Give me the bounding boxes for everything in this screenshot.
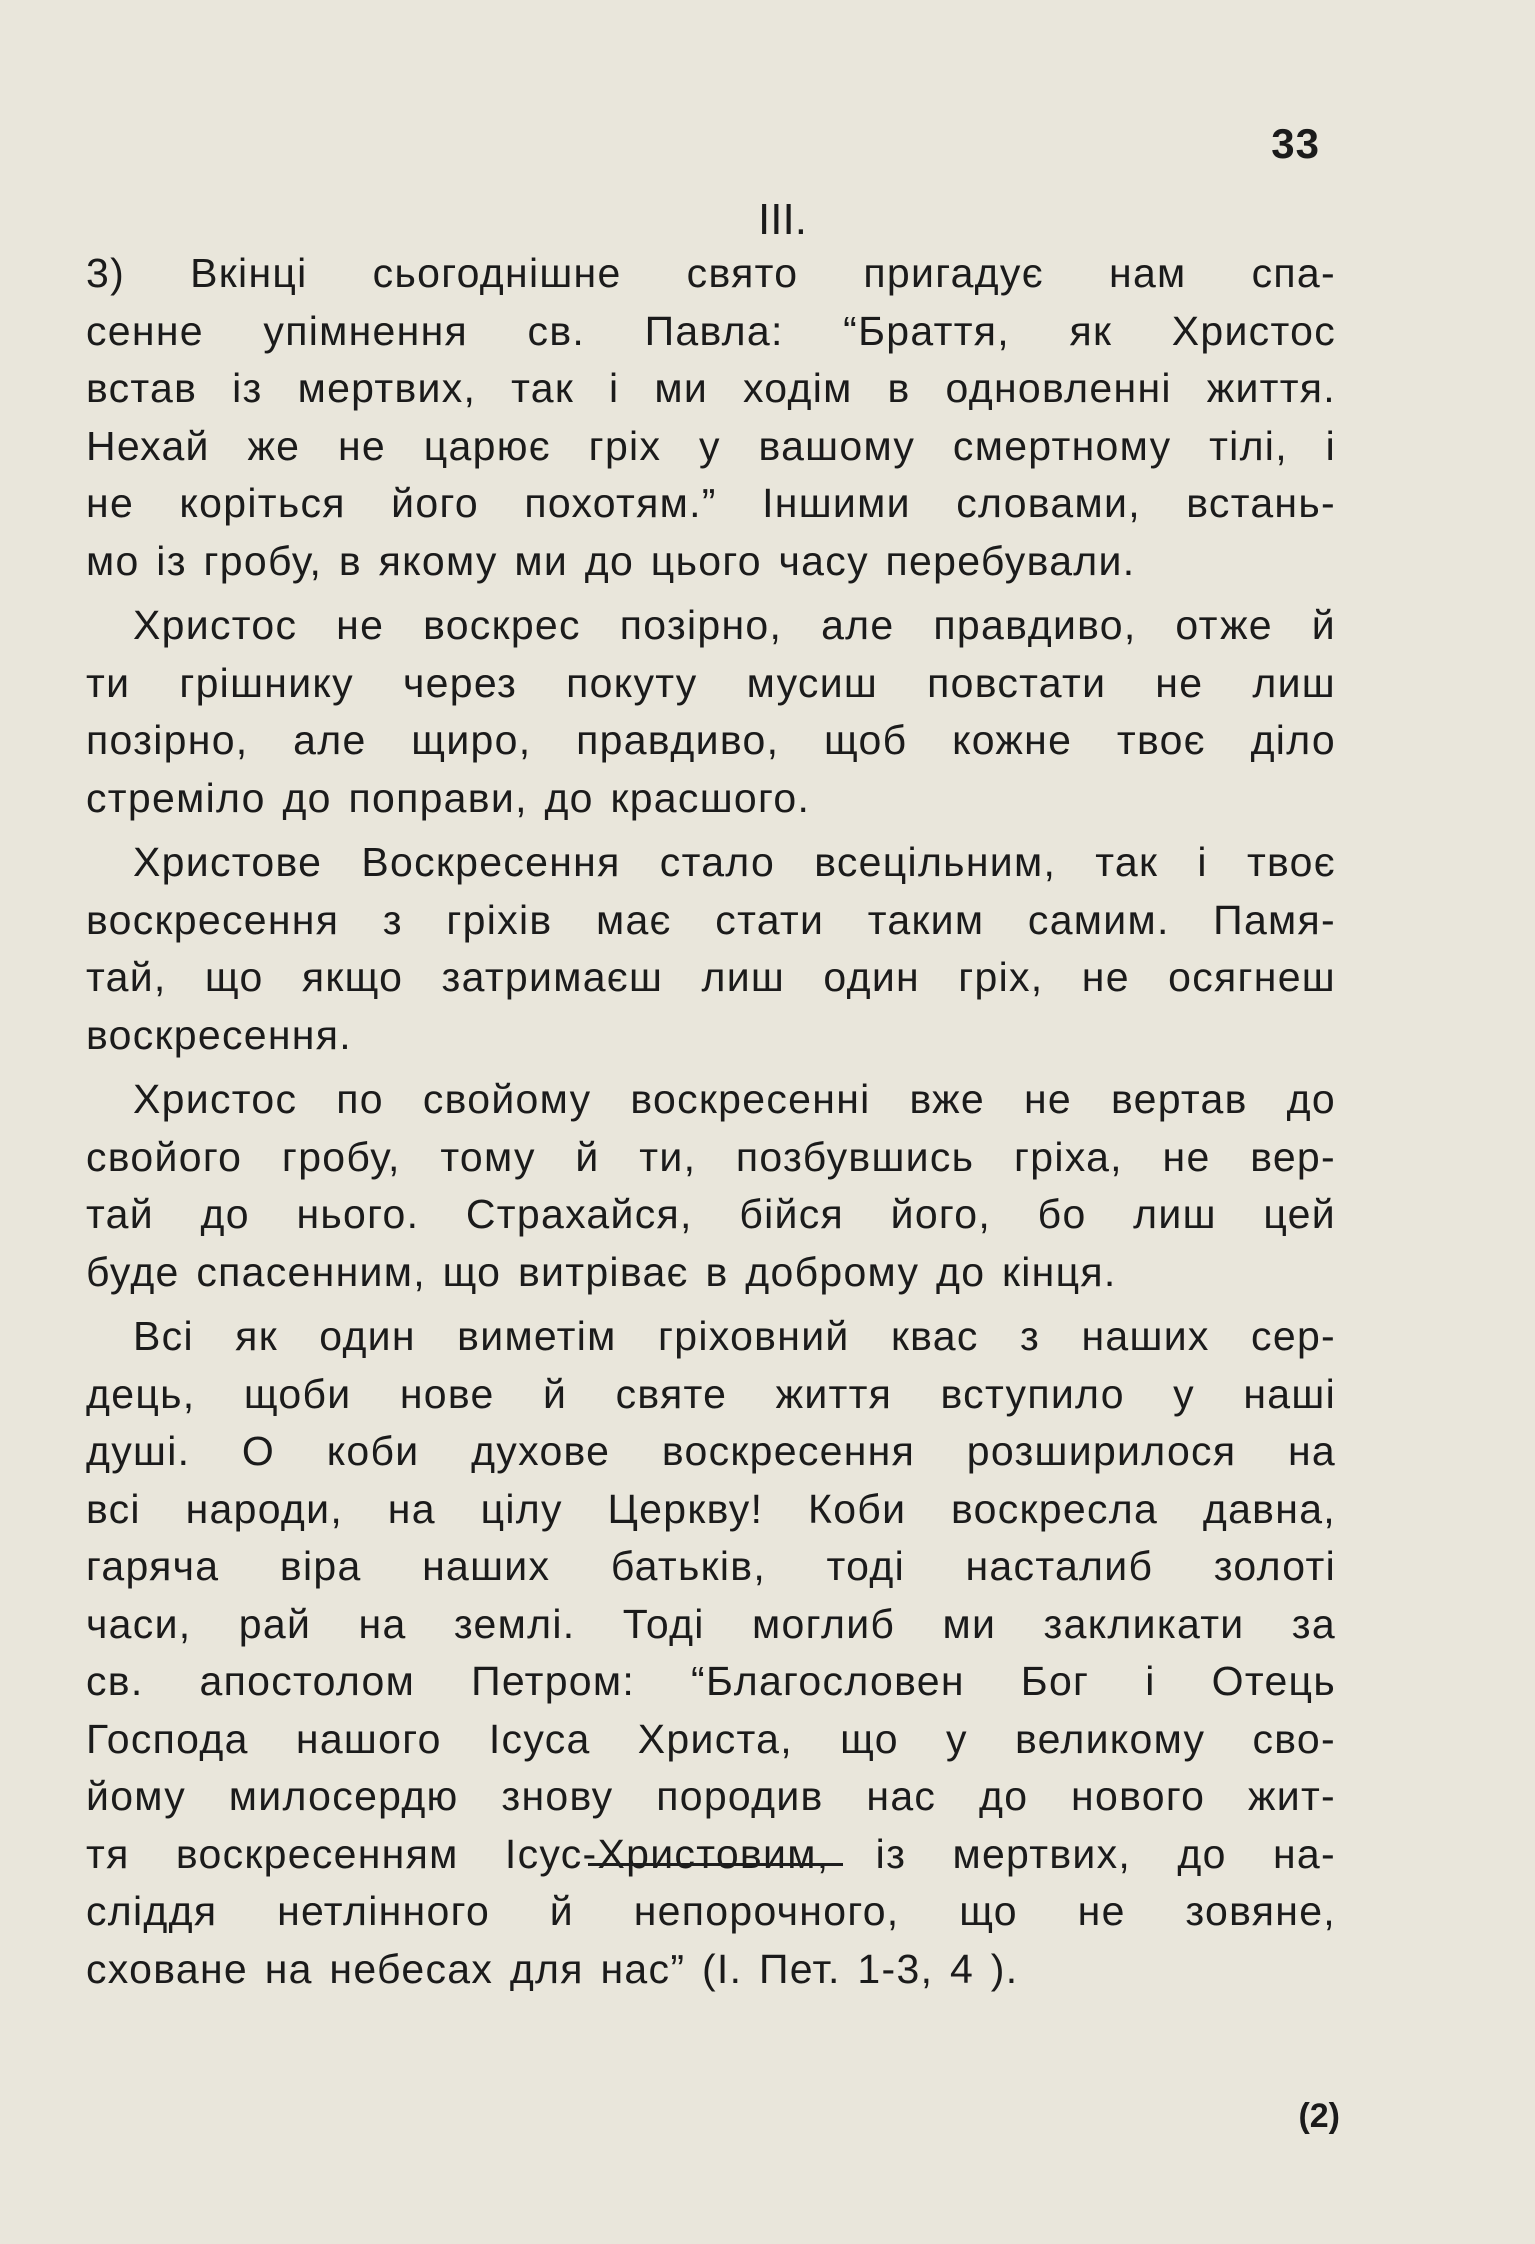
text-line: мо із гробу, в якому ми до цього часу перебували. bbox=[86, 537, 1136, 584]
paragraph bbox=[86, 597, 1336, 827]
text-line: 3) Вкінці сьогоднішне свято пригадує нам спа- bbox=[86, 250, 1336, 296]
signature-mark: (2) bbox=[1298, 2097, 1340, 2135]
page-number: 33 bbox=[1271, 120, 1320, 167]
text-line: стреміло до поправи, до красшого. bbox=[86, 774, 811, 821]
body-text bbox=[86, 245, 1336, 2005]
text-line: гаряча віра наших батьків, тоді насталиб золоті bbox=[86, 1543, 1336, 1589]
text-line: Христове Воскресення стало всецільним, так і твоє bbox=[133, 839, 1336, 885]
text-line: Христос по свойому воскресенні вже не вертав до bbox=[133, 1076, 1336, 1122]
text-line: Нехай же не царює гріх у вашому смертному тілі, і bbox=[86, 422, 1336, 469]
text-line: йому милосердю знову породив нас до нового жит- bbox=[86, 1773, 1336, 1819]
text-line: сенне упімнення св. Павла: “Браття, як Христос bbox=[86, 307, 1336, 354]
text-line: душі. О коби духове воскресення розширилося на bbox=[86, 1428, 1336, 1474]
text-line: буде спасенним, що витріває в доброму до кінця. bbox=[86, 1248, 1117, 1295]
text-line: воскресення з гріхів має стати таким самим. Памя- bbox=[86, 896, 1336, 943]
text-line: Христос не воскрес позірно, але правдиво, отже й bbox=[133, 602, 1336, 648]
paragraph bbox=[86, 1071, 1336, 1301]
text-line: не коріться його похотям.” Іншими словами, встань- bbox=[86, 480, 1336, 526]
text-line: встав із мертвих, так і ми ходім в одновленні життя. bbox=[86, 365, 1336, 411]
text-line: Господа нашого Ісуса Христа, що у великому сво- bbox=[86, 1715, 1336, 1762]
text-line: сховане на небесах для нас” (I. Пет. 1-3, 4 ). bbox=[86, 1945, 1019, 1992]
text-line: тай до нього. Страхайся, бійся його, бо лиш цей bbox=[86, 1191, 1336, 1237]
text-line: ти грішнику через покуту мусиш повстати не лиш bbox=[86, 659, 1336, 706]
text-line: позірно, але щиро, правдиво, щоб кожне твоє діло bbox=[86, 717, 1336, 763]
text-line: дець, щоби нове й святе життя вступило у наші bbox=[86, 1370, 1336, 1417]
text-line: Всі як один виметім гріховний квас з наших сер- bbox=[133, 1313, 1336, 1359]
text-line: свойого гробу, тому й ти, позбувшись гріха, не вер- bbox=[86, 1133, 1336, 1180]
text-line: тай, що якщо затримаєш лиш один гріх, не осягнеш bbox=[86, 954, 1336, 1000]
text-line: часи, рай на землі. Тоді моглиб ми закликати за bbox=[86, 1600, 1336, 1647]
text-line: всі народи, на цілу Церкву! Коби воскресла давна, bbox=[86, 1485, 1336, 1532]
section-heading: III. bbox=[758, 195, 807, 244]
closing-rule bbox=[588, 1863, 843, 1866]
text-line: св. апостолом Петром: “Благословен Бог і Отець bbox=[86, 1658, 1336, 1704]
text-line: сліддя нетлінного й непорочного, що не зовяне, bbox=[86, 1888, 1336, 1934]
paragraph bbox=[86, 245, 1336, 590]
paragraph bbox=[86, 1308, 1336, 1998]
text-line: воскресення. bbox=[86, 1011, 352, 1058]
text-line: тя воскресенням Ісус-Христовим, із мертвих, до на- bbox=[86, 1830, 1336, 1877]
paragraph bbox=[86, 834, 1336, 1064]
